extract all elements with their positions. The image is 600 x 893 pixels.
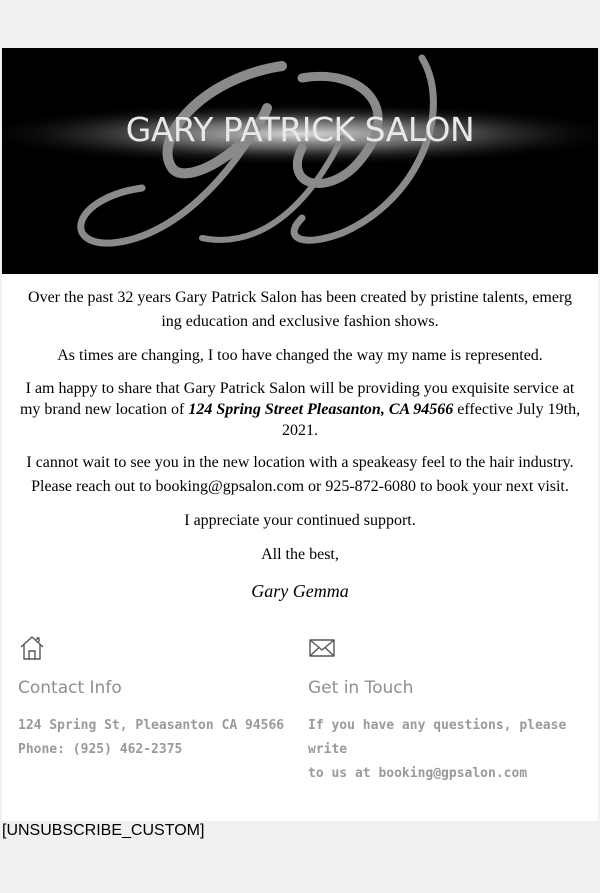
contact-phone: Phone: (925) 462-2375 — [18, 742, 183, 757]
new-location-paragraph — [16, 378, 584, 441]
envelope-icon — [308, 634, 336, 662]
intro-paragraph: Over the past 32 years Gary Patrick Salon has been created by pristine talents, emerg ing education and exclusive fashion shows. — [28, 289, 572, 330]
get-in-touch-heading: Get in Touch — [308, 678, 414, 698]
change-paragraph: As times are changing, I too have changed the way my name is represented. — [57, 347, 543, 364]
signature: Gary Gemma — [251, 581, 349, 601]
unsubscribe-link[interactable]: [UNSUBSCRIBE_CUSTOM] — [2, 822, 205, 839]
get-in-touch-column — [308, 634, 578, 786]
signoff: All the best, — [261, 546, 339, 563]
touch-line-1: If you have any questions, please write — [308, 718, 567, 757]
location-text-after: effective July 19th, 2021. — [282, 401, 581, 439]
thanks-paragraph: I appreciate your continued support. — [184, 512, 416, 529]
salon-name-title: GARY PATRICK SALON — [125, 110, 475, 149]
salon-banner — [2, 48, 598, 274]
contact-details — [18, 714, 288, 762]
new-address: 124 Spring Street Pleasanton, CA 94566 — [188, 401, 454, 418]
contact-info-heading: Contact Info — [18, 678, 122, 698]
email-container — [2, 48, 598, 821]
gp-monogram-logo — [2, 48, 598, 274]
contact-info-column — [18, 634, 288, 762]
location-text-before: I am happy to share that Gary Patrick Salon will be providing you exquisite service at my brand new location of — [19, 380, 575, 418]
home-icon — [18, 634, 46, 662]
contact-address: 124 Spring St, Pleasanton CA 94566 — [18, 718, 285, 733]
touch-line-2[interactable]: to us at booking@gpsalon.com — [308, 766, 528, 781]
booking-paragraph: I cannot wait to see you in the new location with a speakeasy feel to the hair industry. Please reach out to booking@gpsalon.com or 925-872-6080 to book your next visit. — [26, 454, 574, 495]
touch-details — [308, 714, 578, 786]
message-body — [16, 286, 584, 613]
